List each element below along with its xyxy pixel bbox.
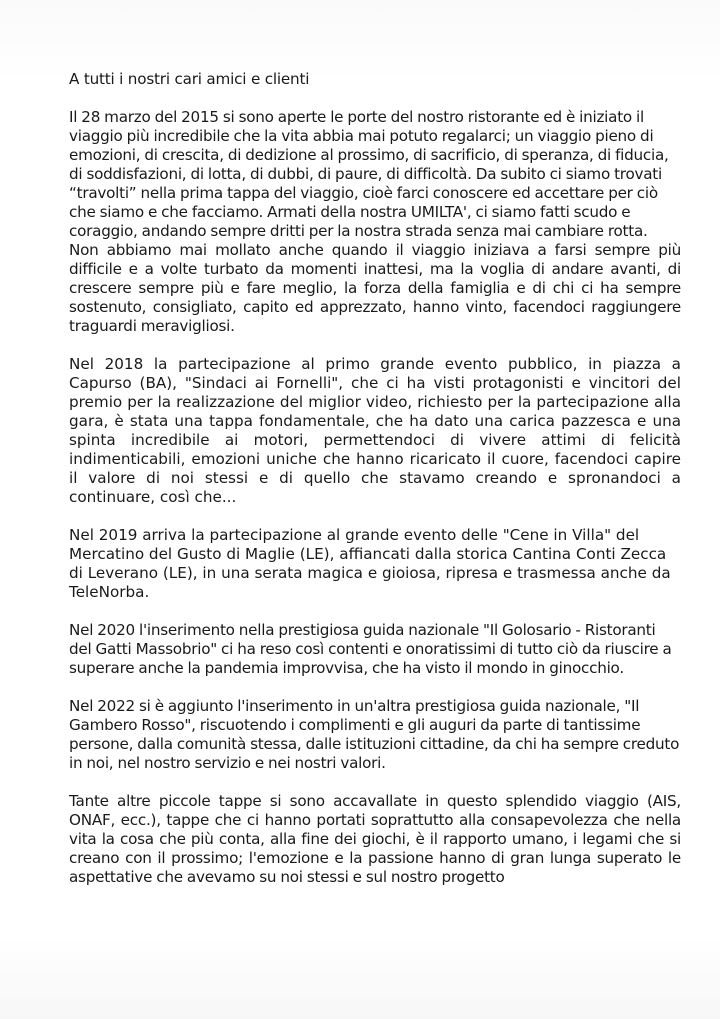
paragraph-opening xyxy=(69,108,681,336)
paragraph-2015: Il 28 marzo del 2015 si sono aperte le porte del nostro ristorante ed è iniziato il viaggio più incredibile che la vita abbia mai potuto regalarci; un viaggio pieno di emozioni, di crescita, di dedizione al prossimo, di sacrificio, di speranza, di fiducia, di soddisfazioni, di lotta, di dubbi, di paure, di difficoltà. Da subito ci siamo trovati “travolti” nella prima tappa del viaggio, cioè farci conoscere ed accettare per ciò che siamo e che facciamo. Armati della nostra UMILTA', ci siamo fatti scudo e coraggio, andando sempre dritti per la nostra strada senza mai cambiare rotta. xyxy=(69,108,669,240)
letter-greeting: A tutti i nostri cari amici e clienti xyxy=(69,70,310,88)
paragraph-2018: Nel 2018 la partecipazione al primo grande evento pubblico, in piazza a Capurso (BA), "Sindaci ai Fornelli", che ci ha visti protagonisti e vincitori del premio per la realizzazione del miglior video, richiesto per la partecipazione alla gara, è stata una tappa fondamentale, che ha dato una carica pazzesca e una spinta incredibile ai motori, permettendoci di vivere attimi di felicità indimenticabili, emozioni uniche che hanno ricaricato il cuore, facendoci capire il valore di noi stessi e di quello che stavamo creando e spronandoci a continuare, così che... xyxy=(69,355,681,506)
paragraph-block-2022 xyxy=(69,697,681,773)
paragraph-block-2018 xyxy=(69,355,681,507)
letter-body xyxy=(69,70,681,906)
paragraph-2022: Nel 2022 si è aggiunto l'inserimento in un'altra prestigiosa guida nazionale, "Il Gambero Rosso", riscuotendo i complimenti e gli auguri da parte di tantissime persone, dalla comunità stessa, dalle istituzioni cittadine, da chi ha sempre creduto in noi, nel nostro servizio e nei nostri valori. xyxy=(69,697,680,772)
paragraph-block-other-steps xyxy=(69,792,681,887)
paragraph-block-2020 xyxy=(69,621,681,678)
paragraph-2019: Nel 2019 arriva la partecipazione al grande evento delle "Cene in Villa" del Mercatino del Gusto di Maglie (LE), affiancati dalla storica Cantina Conti Zecca di Leverano (LE), in una serata magica e gioiosa, ripresa e trasmessa anche da TeleNorba. xyxy=(69,526,671,601)
paragraph-block-2019 xyxy=(69,526,681,602)
paragraph-other-steps: Tante altre piccole tappe si sono accavallate in questo splendido viaggio (AIS, ONAF, ecc.), tappe che ci hanno portati soprattutto alla consapevolezza che nella vita la cosa che più conta, alla fine dei giochi, è il rapporto umano, i legami che si creano con il prossimo; l'emozione e la passione hanno di gran lunga superato le aspettative che avevamo su noi stessi e sul nostro progetto xyxy=(69,792,681,886)
paragraph-never-gave-up: Non abbiamo mai mollato anche quando il viaggio iniziava a farsi sempre più difficile e a volte turbato da momenti inattesi, ma la voglia di andare avanti, di crescere sempre più e fare meglio, la forza della famiglia e di chi ci ha sempre sostenuto, consigliato, capito ed apprezzato, hanno vinto, facendoci raggiungere traguardi meravigliosi. xyxy=(69,241,681,335)
paragraph-2020: Nel 2020 l'inserimento nella prestigiosa guida nazionale "Il Golosario - Ristoranti del Gatti Massobrio" ci ha reso così contenti e onoratissimi di tutto ciò da riuscire a superare anche la pandemia improvvisa, che ha visto il mondo in ginocchio. xyxy=(69,621,672,677)
